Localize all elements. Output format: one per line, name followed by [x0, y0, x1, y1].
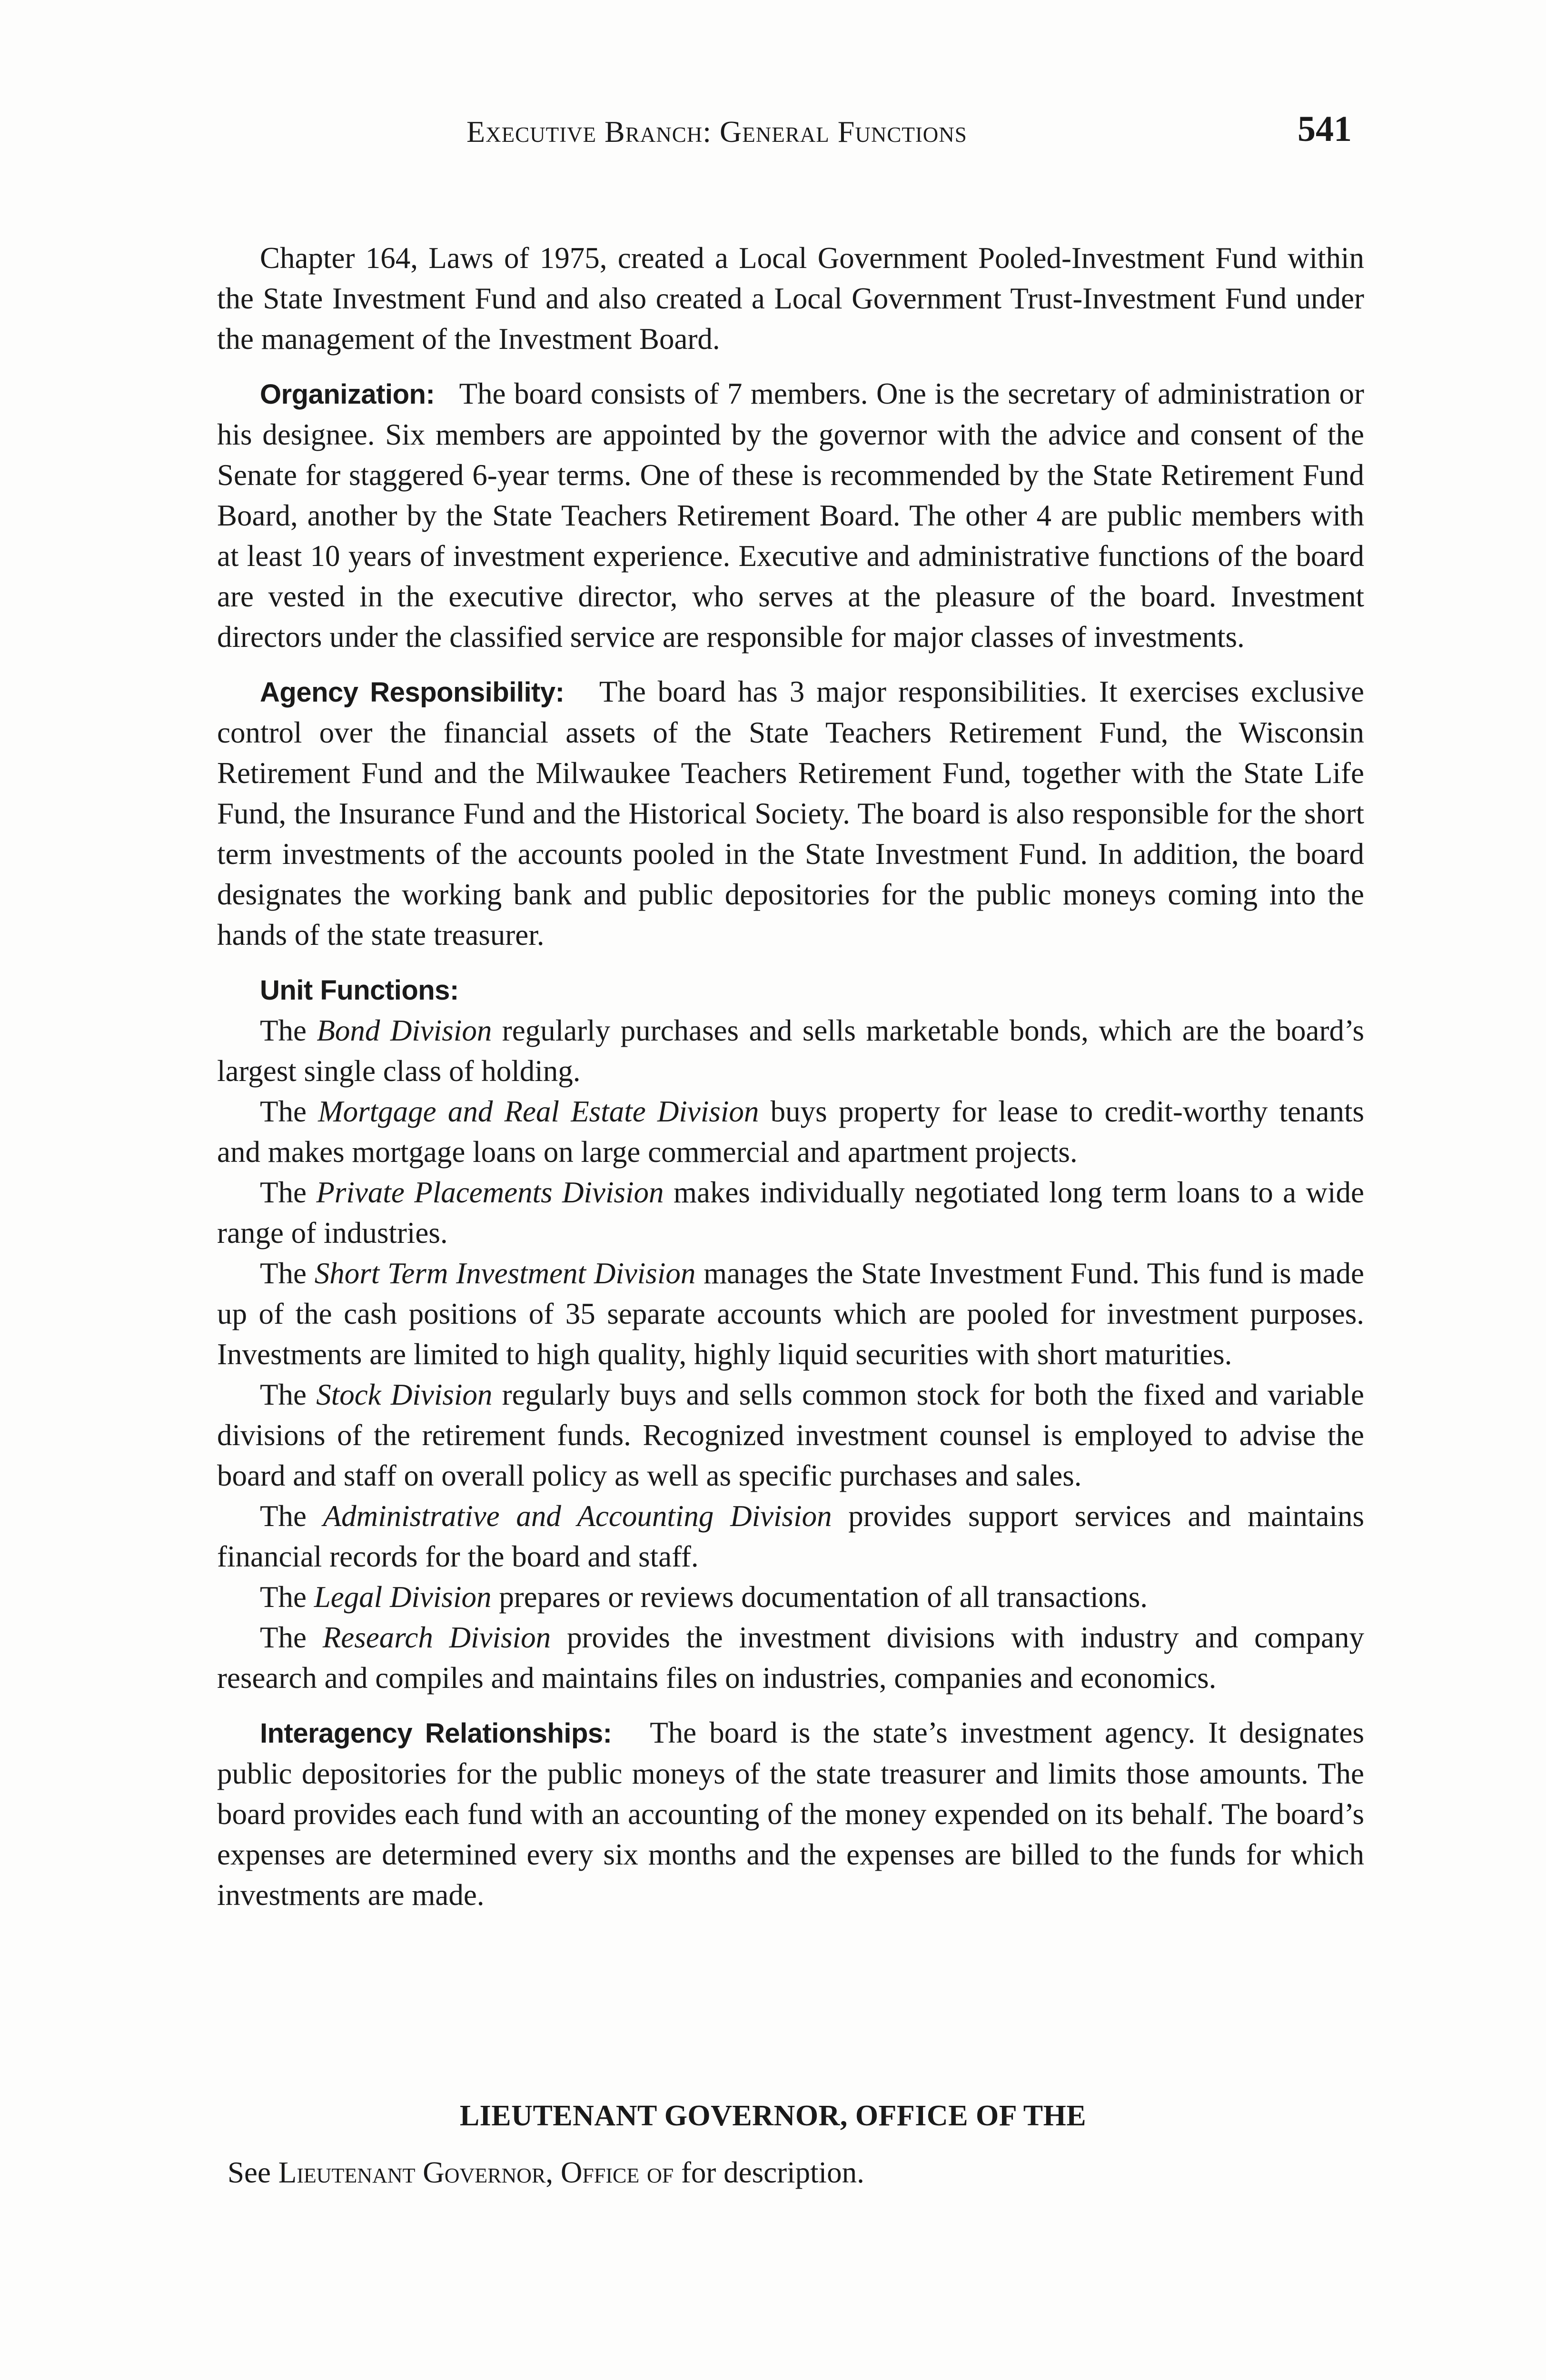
see-suffix: for description. [674, 2156, 864, 2189]
unit-function-text: makes individually negotiated long term loans to a wide range of industries. [217, 1176, 1365, 1250]
agency-responsibility-text: The board has 3 major responsibilities. It exercises exclusive control over the financial assets of the State Teachers Retirement Fund, the Wisconsin Retirement Fund and the Milwaukee Teachers Retirement Fund, together with the State Life Fund, the Insurance Fund and the Historical Society. The board is also responsible for the short term investments of the accounts pooled in the State Investment Fund. In addition, the board designates the working bank and public depositories for the public moneys coming into the hands of the state treasurer. [217, 675, 1364, 952]
intro-paragraph: Chapter 164, Laws of 1975, created a Local Government Pooled-Investment Fund within the State Investment Fund and also created a Local Government Trust-Investment Fund under the management of the Investment Board. [217, 241, 1364, 356]
unit-function-item [217, 1172, 1364, 1253]
unit-function-pre: The [260, 1580, 314, 1614]
unit-function-item [217, 1375, 1364, 1496]
agency-responsibility-label: Agency Responsibility: [260, 677, 565, 708]
division-name: Bond Division [317, 1014, 492, 1047]
see-reference-link: Lieutenant Governor, Office of [278, 2156, 674, 2189]
unit-function-text: manages the State Investment Fund. This fund is made up of the cash positions of 35 separate accounts which are pooled for investment purposes. Investments are limited to high quality, highly liquid securities with short maturities. [217, 1257, 1364, 1371]
unit-function-pre: The [260, 1378, 317, 1411]
division-name: Private Placements Division [316, 1176, 664, 1209]
running-head: Executive Branch: General Functions [466, 115, 967, 149]
unit-function-pre: The [260, 1257, 315, 1290]
organization-paragraph [217, 374, 1364, 657]
unit-function-pre: The [260, 1014, 317, 1047]
unit-function-text: buys property for lease to credit-worthy tenants and makes mortgage loans on large commercial and apartment projects. [217, 1095, 1364, 1169]
unit-function-text: prepares or reviews documentation of all transactions. [491, 1580, 1148, 1614]
division-name: Stock Division [316, 1378, 493, 1411]
division-name: Short Term Investment Division [314, 1257, 696, 1290]
interagency-label: Interagency Relationships: [260, 1718, 612, 1749]
see-reference [228, 2155, 864, 2190]
unit-function-item [217, 1011, 1364, 1091]
unit-function-item [217, 1617, 1364, 1698]
page-number: 541 [1298, 109, 1352, 149]
unit-functions-heading [217, 970, 1364, 1011]
unit-function-text: regularly buys and sells common stock for both the fixed and variable divisions of the retirement funds. Recognized investment counsel is employed to advise the board and staff on overall policy as well as specific purchases and sales. [217, 1378, 1364, 1492]
division-name: Administrative and Accounting Division [323, 1499, 832, 1533]
organization-label: Organization: [260, 379, 435, 410]
unit-function-item [217, 1496, 1364, 1577]
unit-function-pre: The [260, 1095, 318, 1128]
unit-functions-list [217, 1011, 1364, 1698]
unit-function-pre: The [260, 1499, 323, 1533]
unit-function-text: regularly purchases and sells marketable bonds, which are the board’s largest single class of holding. [217, 1014, 1364, 1088]
division-name: Mortgage and Real Estate Division [318, 1095, 759, 1128]
organization-text: The board consists of 7 members. One is the secretary of administration or his designee. Six members are appointed by the governor with the advice and consent of the Senate for staggered 6-year terms. One of these is recommended by the State Retirement Fund Board, another by the State Teachers Retirement Board. The other 4 are public members with at least 10 years of investment experience. Executive and administrative functions of the board are vested in the executive director, who serves at the pleasure of the board. Investment directors under the classified service are responsible for major classes of investments. [217, 377, 1364, 654]
unit-function-item [217, 1253, 1364, 1375]
division-name: Legal Division [314, 1580, 492, 1614]
interagency-paragraph [217, 1713, 1364, 1915]
unit-function-pre: The [260, 1176, 317, 1209]
body-text [217, 238, 1364, 1915]
unit-functions-label: Unit Functions: [260, 975, 459, 1006]
unit-function-text: provides support services and maintains financial records for the board and staff. [217, 1499, 1364, 1573]
unit-function-pre: The [260, 1621, 323, 1654]
division-name: Research Division [322, 1621, 551, 1654]
interagency-text: The board is the state’s investment agency. It designates public depositories for the public moneys of the state treasurer and limits those amounts. The board provides each fund with an accounting of the money expended on its behalf. The board’s expenses are determined every six months and the expenses are billed to the funds for which investments are made. [217, 1716, 1364, 1912]
see-prefix: See [228, 2156, 278, 2189]
agency-responsibility-paragraph [217, 672, 1364, 955]
unit-function-item [217, 1091, 1364, 1172]
unit-function-text: provides the investment divisions with industry and company research and compiles and maintains files on industries, companies and economics. [217, 1621, 1364, 1695]
unit-function-item [217, 1577, 1364, 1617]
lieutenant-governor-heading: LIEUTENANT GOVERNOR, OFFICE OF THE [459, 2100, 1087, 2132]
